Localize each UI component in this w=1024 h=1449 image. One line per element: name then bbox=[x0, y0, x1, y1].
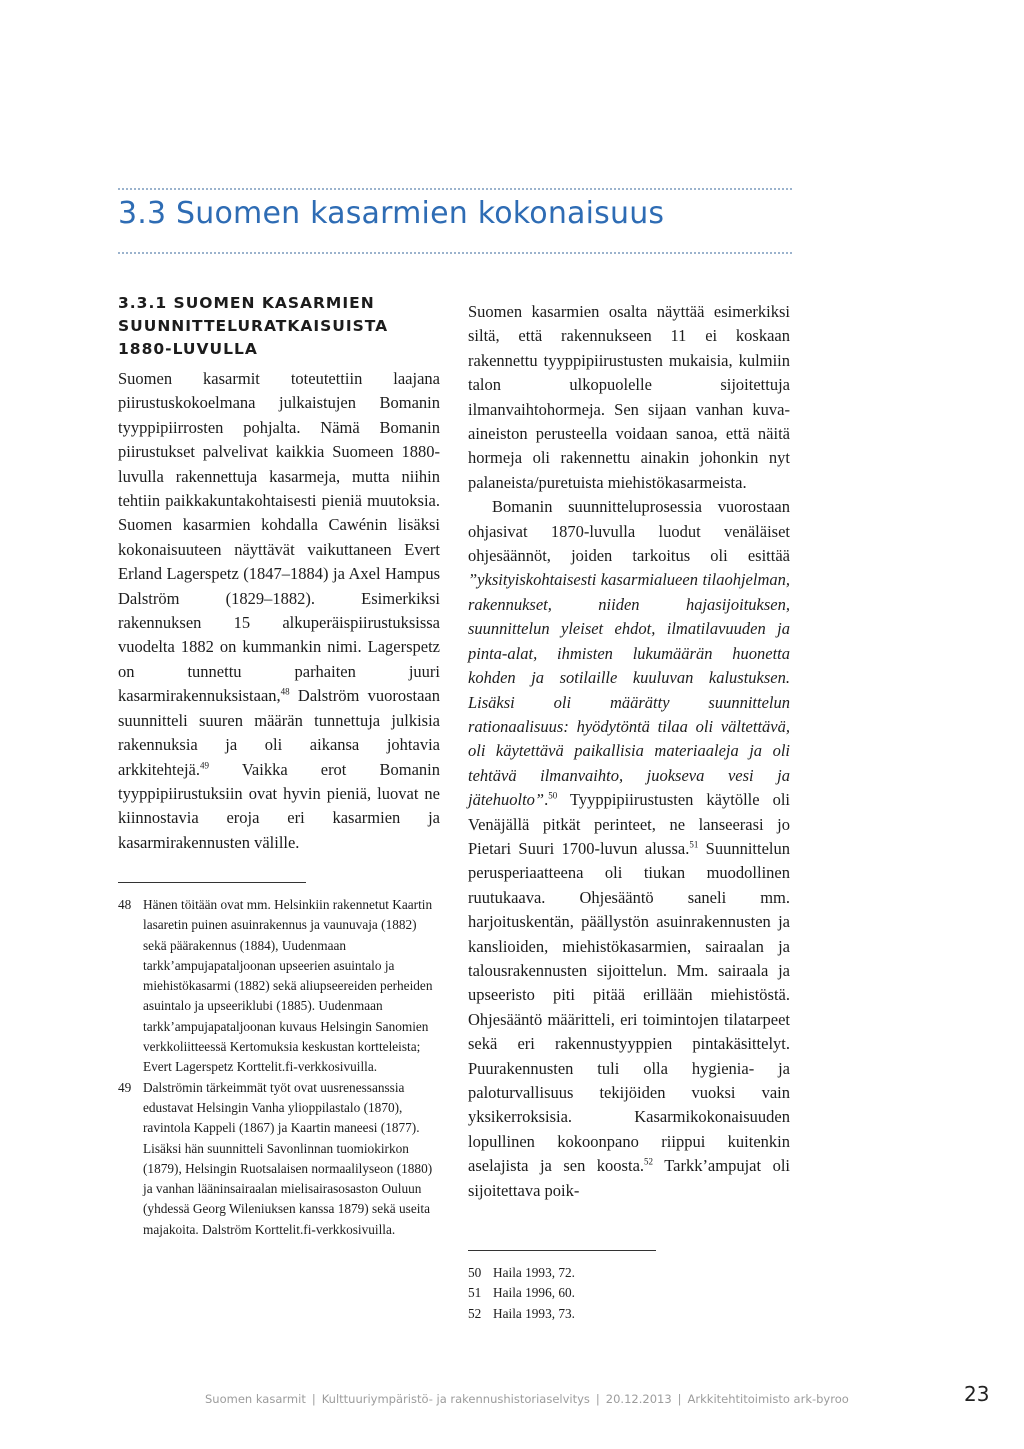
footnote-49 bbox=[118, 1078, 440, 1240]
footnotes-right bbox=[468, 1250, 790, 1324]
footer-publication: Suomen kasarmit bbox=[205, 1392, 306, 1406]
footnote-ref-52: 52 bbox=[644, 1156, 654, 1167]
footer-separator: | bbox=[595, 1392, 600, 1406]
footnote-51 bbox=[468, 1283, 790, 1303]
footnote-number: 48 bbox=[118, 897, 132, 912]
footnote-ref-48: 48 bbox=[280, 686, 290, 697]
right-paragraph-2-text-1: Bomanin suunnitteluprosessia vuorostaan ohjasivat 1870-luvulla luodut venäläiset ohjesäännöt, joiden tarkoitus oli esittää bbox=[468, 497, 790, 566]
left-paragraph-1-text-2: Dalström vuorostaan suunnitteli suuren määrän tunnettuja julkisia rakennuksia ja oli aikansa johtavia arkkitehtejä. bbox=[118, 686, 440, 779]
footnote-text: Haila 1993, 72. bbox=[493, 1265, 575, 1280]
right-paragraph-2-text-2: . bbox=[544, 790, 549, 810]
subsection-heading-line-1: 3.3.1 SUOMEN KASARMIEN bbox=[118, 294, 375, 312]
footnote-ref-50: 50 bbox=[548, 790, 558, 801]
footer-separator: | bbox=[677, 1392, 682, 1406]
right-paragraph-2-text-4: Suunnittelun perusperiaatteena oli tiukan muodollinen ruutukaava. Ohjesääntö saneli mm. harjoituskentän, päällystön asuinrakennusten ja kanslioiden, miehistökasarmien, sairaalan ja talousrakennusten sijoittelun. Mm. sairaala ja upseeristo piti pitää erillään miehistöstä. Ohjesääntö määritteli, eri toimintojen tilatarpeet sekä eri rakennustyyppien pintakäsittelyt. Puurakennusten tuli olla hygienia- ja paloturvallisuus tekijöiden vuoksi vain yksikerroksisia. Kasarmikokonaisuuden lopullinen kokoonpano riippui kuitenkin aselajista ja sen koosta. bbox=[468, 838, 790, 1176]
footnote-text: Hänen töitään ovat mm. Helsinkiin rakennetut Kaartin lasaretin puinen asuinrakennus ja vaunuvaja (1882) sekä päärakennus (1884), Uudenmaan tarkk’ampujapataljoonan upseerien asuintalo ja miehistökasarmi (1882) sekä aliupseereiden perheiden asuintalo ja upseeriklubi (1885). Uudenmaan tarkk’ampujapataljoonan kuvaus Helsingin Sanomien verkkoliitteessä Kertomuksia keskustan kortteleista; Evert Lagerspetz Korttelit.fi-verkkosivuilla. bbox=[143, 897, 433, 1075]
footnote-rule-left bbox=[118, 882, 306, 883]
footnotes-left bbox=[118, 882, 440, 1240]
footer-date: 20.12.2013 bbox=[605, 1392, 672, 1406]
footer-report-type: Kulttuuriympäristö- ja rakennushistoriaselvitys bbox=[321, 1392, 590, 1406]
left-paragraph-1 bbox=[118, 367, 440, 855]
subsection-heading-line-2: SUUNNITTELURATKAISUISTA bbox=[118, 317, 389, 335]
right-column bbox=[468, 300, 790, 1203]
left-column bbox=[118, 292, 440, 855]
footnote-text: Haila 1996, 60. bbox=[493, 1285, 575, 1301]
footnote-number: 52 bbox=[468, 1305, 482, 1321]
footnote-text: Haila 1993, 73. bbox=[493, 1305, 575, 1321]
left-paragraph-1-text-3: Vaikka erot Bomanin tyyppipiirustuksiin ovat hyvin pieniä, luovat ne kiinnostavia eroja eri kasarmien ja kasarmirakennusten välille. bbox=[118, 759, 440, 852]
footnote-52 bbox=[468, 1304, 790, 1324]
title-rule-top bbox=[118, 188, 792, 190]
footnote-ref-49: 49 bbox=[200, 760, 210, 770]
footnote-text: Dalströmin tärkeimmät työt ovat uusrenessanssia edustavat Helsingin Vanha ylioppilastalo (1870), ravintola Kappeli (1867) ja Kaartin maneesi (1877). Lisäksi hän suunnitteli Savonlinnan tuomiokirkon (1879), Helsingin Ruotsalaisen normaalilyseon (1880) ja vanhan lääninsairaalan mielisairasosaston Ouluun (yhdessä Georg Wileniuksen kanssa 1879) sekä useita majakoita. Dalström Korttelit.fi-verkkosivuilla. bbox=[143, 1079, 433, 1237]
subsection-heading-line-3: 1880-LUVULLA bbox=[118, 340, 258, 358]
footnote-number: 49 bbox=[118, 1079, 132, 1095]
right-paragraph-2 bbox=[468, 495, 790, 1203]
footnote-50 bbox=[468, 1263, 790, 1283]
subsection-heading bbox=[118, 292, 440, 361]
footnote-number: 51 bbox=[468, 1285, 482, 1301]
footnote-rule-right bbox=[468, 1250, 656, 1251]
footer-author: Arkkitehtitoimisto ark-byroo bbox=[687, 1392, 849, 1406]
right-paragraph-1: Suomen kasarmien osalta näyttää esimerkiksi siltä, että rakennukseen 11 ei koskaan rakennettu tyyppipiirustusten mukaisia, kulmiin talon ulkopuolelle sijoitettuja ilmanvaihtohormeja. Sen sijaan vanhan kuva-aineiston perusteella voidaan sanoa, että näitä hormeja oli rakennettu ainakin johonkin nyt palaneista/puretuista miehistökasarmeista. bbox=[468, 302, 790, 492]
left-paragraph-1-text-1: Suomen kasarmit toteutettiin laajana piirustuskokoelmana julkaistujen Bomanin tyyppipiirrosten pohjalta. Nämä Bomanin piirustukset palvelivat kaikkia Suomeen 1880-luvulla rakennettuja kasarmeja, mutta niihin tehtiin paikkakuntakohtaisesti pieniä muutoksia. Suomen kasarmien kohdalla Cawénin lisäksi kokonaisuuteen näyttävät vaikuttaneen Evert Erland Lagerspetz (1847–1884) ja Axel Hampus Dalström (1829–1882). Esimerkiksi rakennuksen 15 alkuperäispiirustuksissa vuodelta 1882 on kummankin nimi. Lagerspetz on tunnettu parhaiten juuri kasarmirakennuksistaan, bbox=[118, 369, 440, 706]
footnote-ref-51: 51 bbox=[689, 839, 699, 850]
footnote-number: 50 bbox=[468, 1265, 482, 1280]
title-rule-bottom bbox=[118, 252, 792, 254]
footnote-48 bbox=[118, 895, 440, 1078]
page-footer bbox=[205, 1392, 849, 1406]
page-number: 23 bbox=[964, 1382, 990, 1406]
right-paragraph-2-text-5: Tarkk’ampujat oli sijoitettava poik- bbox=[468, 1156, 790, 1200]
section-title: 3.3 Suomen kasarmien kokonaisuus bbox=[118, 196, 665, 231]
regulation-quote: ”yksityiskohtaisesti kasarmialueen tilaohjelman, rakennukset, niiden hajasijoituksen, suunnittelun yleiset ehdot, ilmatilavuuden ja pinta-alat, ihmisten lukumäärän huonetta kohden ja sotilaille kuuluvan kalustuksen. Lisäksi oli määrätty suunnittelun rationaalisuus: hyödytöntä tilaa oli vältettävä, oli käytettävä paikallisia materiaaleja ja oli tehtävä ilmanvaihto, juokseva vesi ja jätehuolto” bbox=[468, 570, 790, 810]
footer-separator: | bbox=[311, 1392, 316, 1406]
right-paragraph-2-text-3: Tyyppipiirustusten käytölle oli Venäjällä pitkät perinteet, ne lanseerasi jo Pietari Suuri 1700-luvun alussa. bbox=[468, 790, 790, 858]
